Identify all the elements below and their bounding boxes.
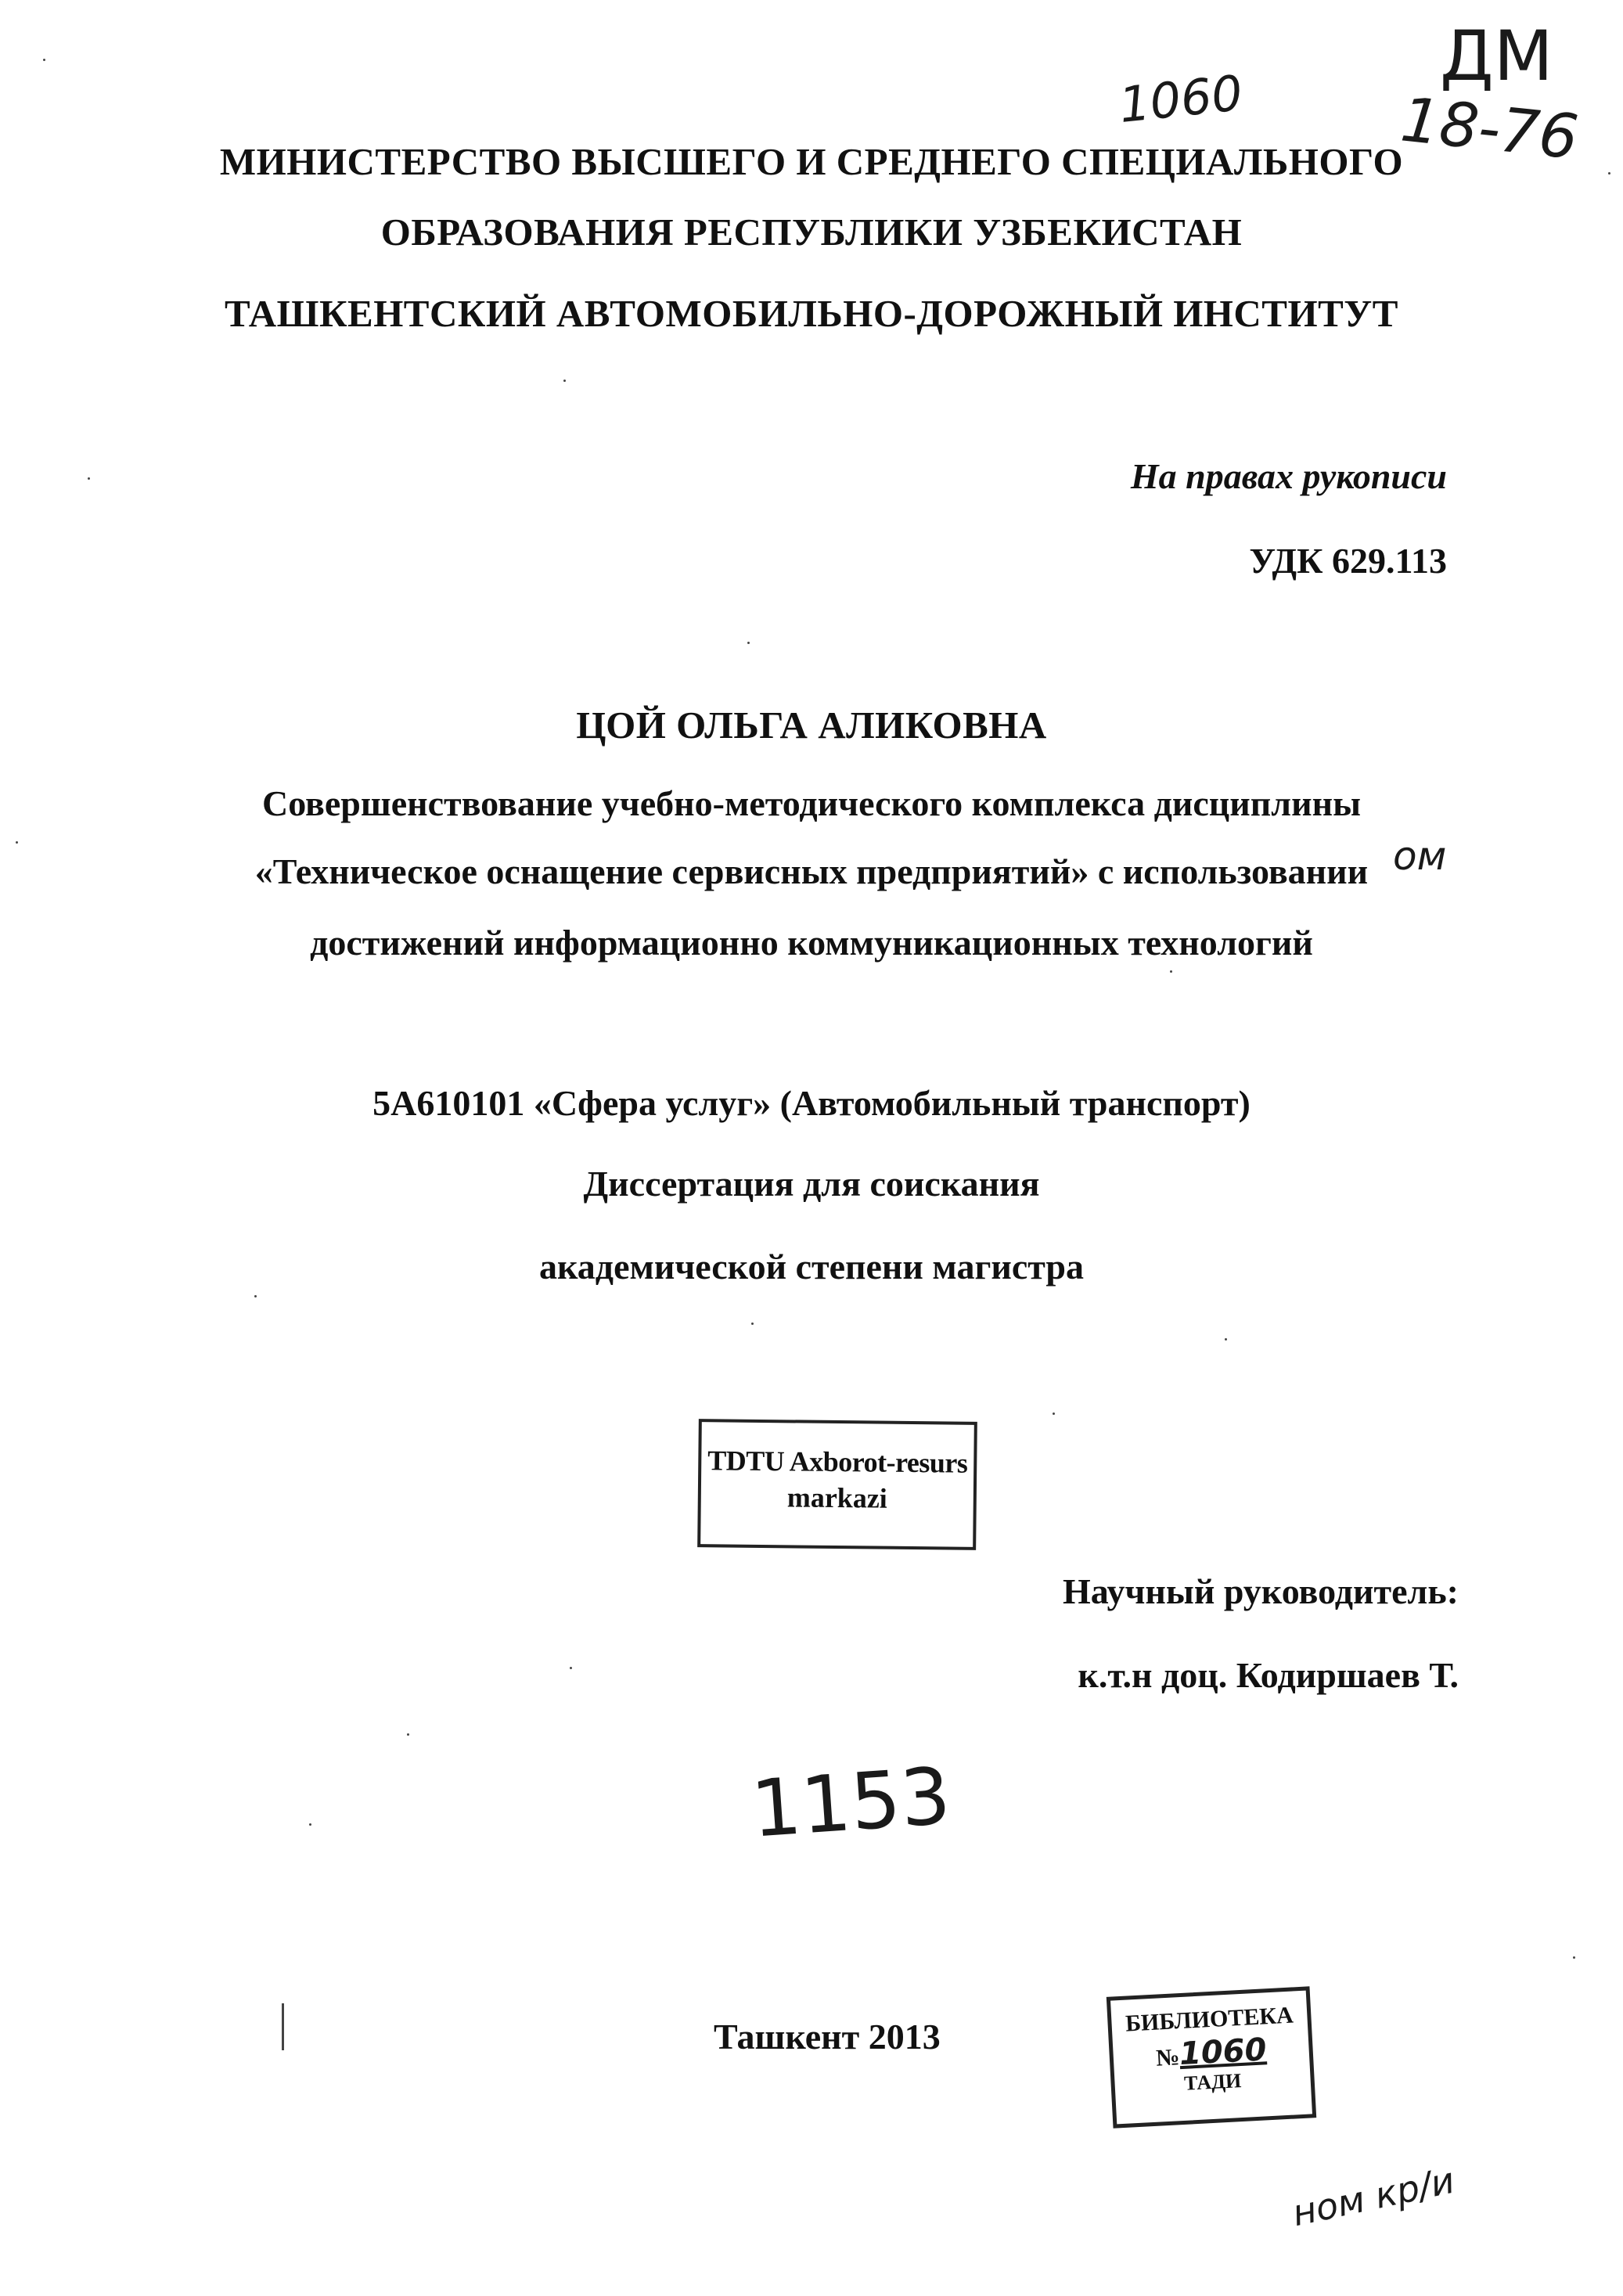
thesis-title-line-1: Совершенствование учебно-методического комплекса дисциплины [261, 783, 1362, 823]
author-name: ЦОЙ ОЛЬГА АЛИКОВНА [576, 704, 1047, 747]
library-stamp-title: БИБЛИОТЕКА [1125, 2002, 1294, 2037]
thesis-title-line-3: достижений информационно коммуникационных технологий [310, 923, 1313, 963]
rights-note: На правах рукописи [1130, 456, 1447, 496]
library-stamp [1107, 1986, 1316, 2128]
udk-code: УДК 629.113 [1249, 541, 1447, 581]
resource-center-stamp [697, 1419, 977, 1550]
handwritten-correction: ом [1393, 833, 1447, 879]
ministry-line-1: МИНИСТЕРСТВО ВЫСШЕГО И СРЕДНЕГО СПЕЦИАЛЬНОГО [219, 140, 1404, 183]
handwritten-mark-dm: ДМ [1440, 16, 1553, 96]
handwritten-mark-code: 18-76 [1397, 85, 1582, 174]
specialty: 5А610101 «Сфера услуг» (Автомобильный транспорт) [372, 1083, 1251, 1123]
thesis-title-line-2: «Техническое оснащение сервисных предприятий» с использовании [254, 851, 1369, 891]
handwritten-inventory-number: 1153 [748, 1750, 954, 1855]
stamp-line-1: TDTU Axborot-resurs [707, 1445, 968, 1479]
handwritten-note-bottom: ном кр/и [1288, 2158, 1459, 2235]
library-stamp-abbr: ТАДИ [1183, 2069, 1242, 2095]
dissertation-line-2: академической степени магистра [539, 1247, 1084, 1287]
stamp-line-2: markazi [786, 1481, 888, 1514]
handwritten-number-top: 1060 [1116, 63, 1246, 135]
supervisor-label: Научный руководитель: [1063, 1571, 1459, 1611]
library-stamp-number: №1060 [1155, 2031, 1268, 2073]
institute-name: ТАШКЕНТСКИЙ АВТОМОБИЛЬНО-ДОРОЖНЫЙ ИНСТИТУТ [225, 292, 1398, 335]
supervisor-name: к.т.н доц. Кодиршаев Т. [1078, 1655, 1459, 1695]
city-year: Ташкент 2013 [714, 2017, 941, 2057]
ministry-line-2: ОБРАЗОВАНИЯ РЕСПУБЛИКИ УЗБЕКИСТАН [380, 211, 1243, 254]
dissertation-line-1: Диссертация для соискания [583, 1164, 1040, 1204]
